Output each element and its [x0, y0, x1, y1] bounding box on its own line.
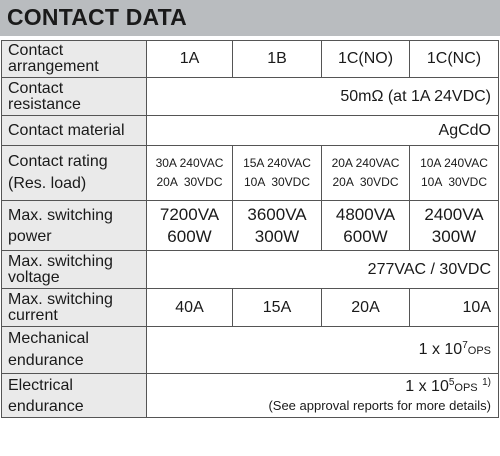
label-mechanical-endurance: [2, 327, 147, 374]
row-contact-material: [2, 116, 499, 146]
rating-dc: 20A 30VDC: [332, 175, 399, 189]
endurance-unit: OPS: [454, 382, 478, 394]
power-1b: [233, 201, 322, 251]
mechanical-endurance-value: [147, 327, 499, 374]
row-contact-arrangement: [2, 41, 499, 78]
label-contact-rating: [2, 146, 147, 201]
row-max-switching-voltage: [2, 251, 499, 289]
power-w: 600W: [167, 226, 212, 246]
row-max-switching-power: [2, 201, 499, 251]
label-max-switching-current: [2, 289, 147, 327]
rating-dc: 10A 30VDC: [243, 175, 311, 189]
rating-1c-nc: [410, 146, 499, 201]
rating-1a: [147, 146, 233, 201]
section-title: CONTACT DATA: [7, 4, 187, 30]
arrangement-1b: 1B: [233, 41, 322, 78]
row-max-switching-current: [2, 289, 499, 327]
power-1a: [147, 201, 233, 251]
label-line: current: [8, 306, 58, 324]
label-line: Contact rating: [8, 153, 108, 170]
label-line: Contact: [8, 42, 64, 59]
contact-material-value: AgCdO: [147, 116, 499, 146]
label-line: Max. switching: [8, 290, 113, 308]
power-1c-no: [322, 201, 410, 251]
footnote-marker: 1): [482, 377, 491, 388]
label-line: arrangement: [8, 58, 99, 75]
current-1a: 40A: [147, 289, 233, 327]
label-line: (Res. load): [8, 175, 87, 192]
contact-resistance-value: 50mΩ (at 1A 24VDC): [147, 78, 499, 116]
label-line: endurance: [8, 397, 84, 415]
rating-ac: 15A 240VAC: [243, 156, 311, 170]
power-w: 300W: [431, 226, 477, 246]
rating-1b: [233, 146, 322, 201]
label-line: Mechanical: [8, 330, 89, 347]
row-contact-resistance: [2, 78, 499, 116]
label-electrical-endurance: [2, 374, 147, 418]
power-va: 4800VA: [335, 204, 396, 224]
endurance-exponent: 7: [462, 339, 468, 351]
power-va: 2400VA: [424, 204, 484, 224]
label-max-switching-voltage: [2, 251, 147, 289]
max-switching-voltage-value: 277VAC / 30VDC: [147, 251, 499, 289]
rating-1c-no: [322, 146, 410, 201]
rating-ac: 30A 240VAC: [155, 156, 224, 170]
current-1c-no: 20A: [322, 289, 410, 327]
section-header: [0, 0, 500, 36]
contact-data-table: [1, 40, 499, 418]
label-line: endurance: [8, 352, 84, 369]
arrangement-1c-nc: 1C(NC): [410, 41, 499, 78]
label-contact-resistance: [2, 78, 147, 116]
power-1c-nc: [410, 201, 499, 251]
power-va: 3600VA: [247, 204, 307, 224]
rating-ac: 20A 240VAC: [331, 156, 400, 170]
power-w: 300W: [254, 226, 300, 246]
label-line: power: [8, 227, 52, 245]
rating-dc: 20A 30VDC: [156, 175, 223, 189]
label-line: Max. switching: [8, 252, 113, 270]
label-line: Contact: [8, 79, 64, 97]
rating-dc: 10A 30VDC: [420, 175, 488, 189]
row-mechanical-endurance: [2, 327, 499, 374]
label-line: voltage: [8, 268, 60, 286]
power-va: 7200VA: [159, 204, 220, 224]
electrical-endurance-value: [147, 374, 499, 418]
endurance-base: 1 x 10: [405, 378, 449, 395]
current-1b: 15A: [233, 289, 322, 327]
approval-note: (See approval reports for more details): [268, 398, 491, 413]
endurance-base: 1 x 10: [418, 340, 463, 358]
label-line: Electrical: [8, 376, 73, 394]
power-w: 600W: [343, 226, 388, 246]
current-1c-nc: 10A: [410, 289, 499, 327]
arrangement-1c-no: 1C(NO): [322, 41, 410, 78]
label-contact-arrangement: [2, 41, 147, 78]
label-line: resistance: [8, 95, 81, 113]
label-line: Max. switching: [8, 206, 113, 224]
endurance-exponent: 5: [448, 377, 455, 388]
arrangement-1a: 1A: [147, 41, 233, 78]
rating-ac: 10A 240VAC: [420, 156, 488, 170]
row-electrical-endurance: [2, 374, 499, 418]
label-max-switching-power: [2, 201, 147, 251]
row-contact-rating: [2, 146, 499, 201]
label-contact-material: Contact material: [2, 116, 147, 146]
endurance-unit: OPS: [467, 344, 491, 357]
